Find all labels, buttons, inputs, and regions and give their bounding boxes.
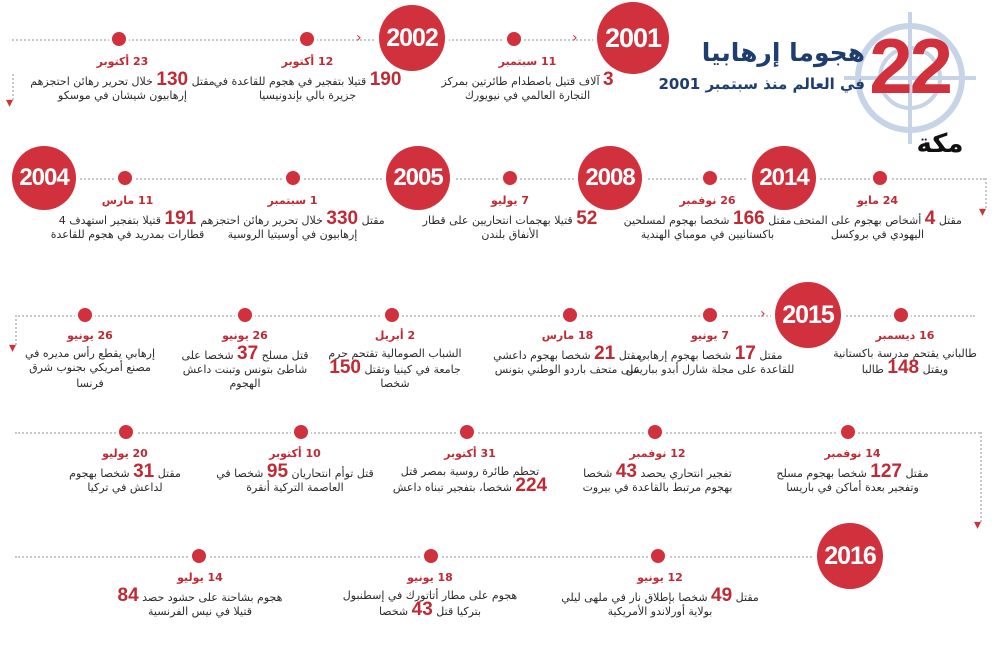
event-marker [563, 308, 577, 322]
year-badge-2001: 2001 [597, 2, 669, 74]
logo [900, 128, 980, 160]
event-marker [894, 308, 908, 322]
event-2015-oct-31 [390, 447, 550, 495]
timeline-row-4 [15, 432, 980, 434]
page-subtitle: في العالم منذ سبتمبر 2001 [658, 75, 865, 93]
event-2015-jun-7 [625, 329, 795, 377]
event-date: 11 مارس [101, 194, 154, 207]
event-text: مقتل 21 شخصا بهجوم داعشي على متحف باردو الوطني بتونس [493, 343, 642, 376]
event-text: تحطم طائرة روسية بمصر قتل 224 شخصا، بتفجير تبناه داعش [392, 465, 548, 496]
event-text: قتل مسلح 37 شخصا على شاطئ بتونس وتبنت داعش الهجوم [181, 343, 309, 390]
event-date: 26 نوفمبر [679, 194, 736, 207]
event-marker [460, 425, 474, 439]
event-2015-jul-20 [55, 447, 195, 495]
event-marker [112, 32, 126, 46]
page-title: هجوما إرهابيا [701, 38, 865, 67]
event-text: 190 قتيلا بتفجير في هجوم للقاعدة في جزيرة بالي بإندونيسيا [213, 69, 402, 102]
event-2001-sep-11 [430, 55, 625, 103]
event-2005-jul-7 [420, 194, 600, 242]
event-text: مقتل 130 خلال تحرير رهائن احتجزهم إرهابيون شيشان في موسكو [30, 69, 215, 102]
event-text: هجوم على مطار أتاتورك في إسطنبول بتركيا قتل 43 شخصا [342, 589, 518, 620]
event-2015-jun-26-tunisia [170, 329, 320, 391]
event-marker [648, 425, 662, 439]
event-2008-nov-26 [615, 194, 800, 242]
event-2015-jun-26-france [20, 329, 160, 391]
event-text: مقتل 4 أشخاص بهجوم على المتحف اليهودي في بروكسل [793, 208, 962, 241]
event-text: مقتل 330 خلال تحرير رهائن احتجزهم إرهابيون في أوسيتيا الروسية [200, 208, 385, 241]
event-date: 7 يونيو [690, 329, 730, 342]
event-date: 12 يونيو [637, 571, 683, 584]
year-badge-2015: 2015 [775, 282, 841, 348]
event-text: الشباب الصومالية تقتحم حرم جامعة في كينيا وتقتل 150 شخصا [328, 347, 462, 390]
chevron-left-icon: ‹ [572, 30, 578, 46]
event-marker [424, 549, 438, 563]
chevron-down-icon: ▾ [6, 95, 14, 111]
event-date: 18 يونيو [407, 571, 453, 584]
title-block [658, 0, 1000, 159]
event-marker [238, 308, 252, 322]
event-date: 11 سبتمبر [498, 55, 557, 68]
event-date: 12 أكتوبر [281, 55, 334, 68]
event-marker [78, 308, 92, 322]
logo-text: مكة [916, 129, 964, 159]
event-2016-jul-14 [110, 571, 290, 619]
year-badge-2004: 2004 [12, 146, 76, 210]
event-2004-sep-1 [200, 194, 385, 242]
event-marker [300, 32, 314, 46]
big-number: 22 [869, 22, 950, 110]
year-badge-2008: 2008 [578, 146, 642, 210]
event-date: 26 يونيو [222, 329, 268, 342]
event-marker [841, 425, 855, 439]
event-date: 18 مارس [541, 329, 594, 342]
event-text: 3 آلاف قتيل باصطدام طائرتين بمركز التجارة العالمي في نيويورك [441, 69, 614, 102]
timeline-right-connector-2 [980, 432, 982, 522]
event-date: 20 يوليو [102, 447, 148, 460]
event-2014-dec-16 [825, 329, 985, 377]
event-text: مقتل 166 شخصا بهجوم لمسلحين باكستانيين في مومباي الهندية [623, 208, 792, 241]
event-marker [703, 171, 717, 185]
chevron-left-icon: ‹ [760, 306, 766, 322]
event-text: تفجير انتحاري يحصد 43 شخصا بهجوم مرتبط بالقاعدة في بيروت [582, 461, 733, 494]
event-text: مقتل 127 شخصا بهجوم مسلح وتفجير بعدة أماكن في باريسا [776, 461, 929, 494]
event-2014-may-24 [790, 194, 965, 242]
event-2015-oct-10 [215, 447, 375, 495]
event-date: 2 أبريل [374, 329, 416, 342]
event-text: مقتل 17 شخصا بهجوم إرهابي للقاعدة على مجلة شارل أبدو بباريس [625, 343, 795, 376]
chevron-left-icon: ‹ [356, 30, 362, 46]
year-badge-2016: 2016 [817, 523, 883, 589]
event-text: مقتل 49 شخصا بإطلاق نار في ملهى ليلي بولاية أورلاندو الأمريكية [561, 585, 759, 618]
event-date: 1 سبتمبر [267, 194, 318, 207]
event-date: 16 ديسمبر [875, 329, 935, 342]
event-2002-oct-23 [25, 55, 220, 103]
event-2015-nov-12 [575, 447, 740, 495]
event-2015-apr-2 [320, 329, 470, 391]
event-date: 14 يوليو [177, 571, 223, 584]
event-marker [703, 308, 717, 322]
event-2016-jun-18 [335, 571, 525, 619]
event-marker [385, 308, 399, 322]
event-marker [119, 425, 133, 439]
event-marker [192, 549, 206, 563]
event-text: هجوم بشاحنة على حشود حصد 84 قتيلا في نيس الفرنسية [117, 585, 283, 618]
event-marker [651, 549, 665, 563]
event-text: مقتل 31 شخصا بهجوم لداعش في تركيا [69, 461, 181, 494]
event-text: طالباني يقتحم مدرسة باكستانية ويقتل 148 طالبا [833, 347, 977, 378]
event-2015-nov-14 [760, 447, 945, 495]
event-2002-oct-12 [210, 55, 405, 103]
event-marker [507, 32, 521, 46]
event-marker [286, 171, 300, 185]
event-date: 10 أكتوبر [269, 447, 321, 460]
event-marker [294, 425, 308, 439]
event-marker [118, 171, 132, 185]
event-date: 31 أكتوبر [444, 447, 496, 460]
event-2015-mar-18 [485, 329, 650, 377]
event-marker [873, 171, 887, 185]
event-text: إرهابي يقطع رأس مديره في مصنع أمريكي بجنوب شرق فرنسا [24, 347, 156, 390]
chevron-down-icon: ▾ [9, 340, 17, 356]
timeline-row-1 [12, 39, 650, 41]
year-badge-2002: 2002 [379, 5, 445, 71]
event-marker [503, 171, 517, 185]
chevron-down-icon: ▾ [974, 517, 982, 533]
event-2016-jun-12 [560, 571, 760, 619]
event-text: 52 قتيلا بهجمات انتحاريين على قطار الأنفاق بلندن [422, 208, 598, 241]
event-2004-mar-11 [40, 194, 215, 242]
event-date: 12 نوفمبر [629, 447, 686, 460]
event-date: 14 نوفمبر [824, 447, 881, 460]
event-date: 7 يوليو [490, 194, 530, 207]
event-date: 24 مايو [856, 194, 899, 207]
year-badge-2005: 2005 [386, 146, 450, 210]
event-text: قتل توأم انتحاريان 95 شخصا في العاصمة التركية أنقرة [216, 461, 374, 494]
event-date: 23 أكتوبر [96, 55, 149, 68]
year-badge-2014: 2014 [752, 146, 816, 210]
chevron-down-icon: ▾ [979, 204, 987, 220]
event-date: 26 يونيو [67, 329, 113, 342]
event-text: 191 قتيلا بتفجير استهدف 4 قطارات بمدريد في هجوم للقاعدة [50, 208, 205, 241]
